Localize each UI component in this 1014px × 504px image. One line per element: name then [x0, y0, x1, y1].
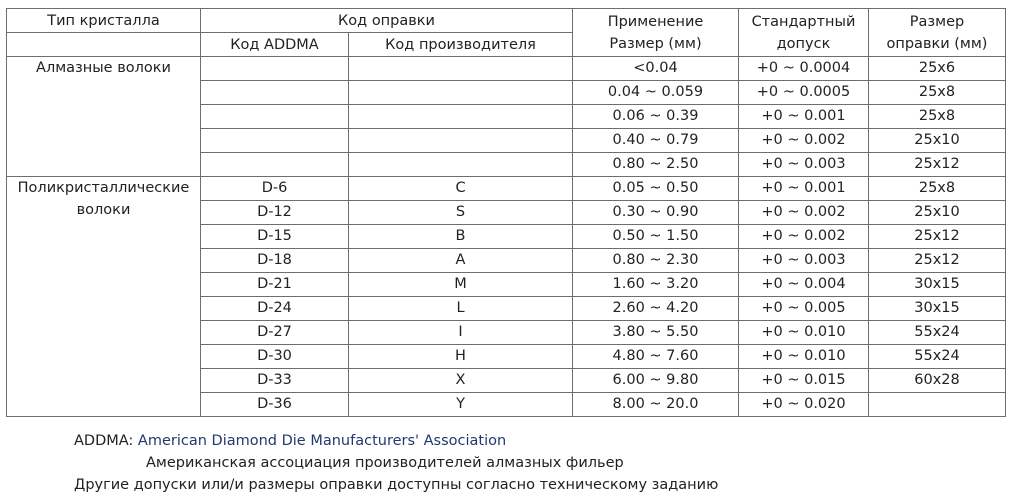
header-application — [573, 9, 739, 57]
header-crystal-type: Тип кристалла — [7, 9, 201, 33]
spec-table — [6, 8, 1006, 417]
maker-cell — [349, 57, 573, 81]
header-tolerance-line2: допуск — [776, 35, 831, 52]
header-empty-cell — [7, 33, 201, 57]
maker-cell: S — [349, 201, 573, 225]
header-holder-size — [869, 9, 1006, 57]
holder-cell: 60x28 — [869, 369, 1006, 393]
addma-cell: D-24 — [201, 297, 349, 321]
maker-cell: L — [349, 297, 573, 321]
header-row-1 — [7, 9, 1006, 33]
addma-cell: D-21 — [201, 273, 349, 297]
tolerance-cell: +0 ~ 0.0004 — [739, 57, 869, 81]
header-holder-code: Код оправки — [201, 9, 573, 33]
holder-cell: 25x10 — [869, 129, 1006, 153]
tolerance-cell: +0 ~ 0.002 — [739, 201, 869, 225]
table-row — [7, 177, 1006, 201]
maker-cell — [349, 81, 573, 105]
holder-cell: 25x12 — [869, 249, 1006, 273]
range-cell: 8.00 ~ 20.0 — [573, 393, 739, 417]
range-cell: 0.40 ~ 0.79 — [573, 129, 739, 153]
holder-cell: 30x15 — [869, 297, 1006, 321]
holder-cell: 25x8 — [869, 81, 1006, 105]
header-maker-code: Код производителя — [349, 33, 573, 57]
addma-cell: D-33 — [201, 369, 349, 393]
tolerance-cell: +0 ~ 0.001 — [739, 177, 869, 201]
holder-cell: 55x24 — [869, 321, 1006, 345]
holder-cell: 25x8 — [869, 177, 1006, 201]
addma-cell: D-12 — [201, 201, 349, 225]
note-addma-russian: Американская ассоциация производителей алмазных фильер — [146, 455, 624, 471]
maker-cell: X — [349, 369, 573, 393]
note-addma-fullname: American Diamond Die Manufacturers' Association — [137, 433, 507, 449]
header-application-line2: Размер (мм) — [609, 35, 702, 52]
header-application-line1: Применение — [607, 13, 704, 30]
range-cell: 0.06 ~ 0.39 — [573, 105, 739, 129]
tolerance-cell: +0 ~ 0.0005 — [739, 81, 869, 105]
tolerance-cell: +0 ~ 0.010 — [739, 345, 869, 369]
range-cell: 3.80 ~ 5.50 — [573, 321, 739, 345]
maker-cell: I — [349, 321, 573, 345]
range-cell: <0.04 — [573, 57, 739, 81]
range-cell: 4.80 ~ 7.60 — [573, 345, 739, 369]
maker-cell: C — [349, 177, 573, 201]
holder-cell: 25x10 — [869, 201, 1006, 225]
addma-cell — [201, 57, 349, 81]
addma-cell: D-15 — [201, 225, 349, 249]
tolerance-cell: +0 ~ 0.003 — [739, 153, 869, 177]
tolerance-cell: +0 ~ 0.005 — [739, 297, 869, 321]
header-holder-size-line2: оправки (мм) — [886, 35, 988, 52]
header-tolerance — [739, 9, 869, 57]
maker-cell: H — [349, 345, 573, 369]
note-addma-prefix: ADDMA: — [74, 433, 138, 449]
holder-cell: 30x15 — [869, 273, 1006, 297]
table-row — [7, 57, 1006, 81]
range-cell: 2.60 ~ 4.20 — [573, 297, 739, 321]
holder-cell — [869, 393, 1006, 417]
tolerance-cell: +0 ~ 0.010 — [739, 321, 869, 345]
range-cell: 0.04 ~ 0.059 — [573, 81, 739, 105]
crystal-type-cell: Поликристаллические волоки — [7, 177, 201, 417]
tolerance-cell: +0 ~ 0.001 — [739, 105, 869, 129]
addma-cell — [201, 81, 349, 105]
addma-cell: D-36 — [201, 393, 349, 417]
maker-cell: M — [349, 273, 573, 297]
header-holder-size-line1: Размер — [909, 13, 965, 30]
tolerance-cell: +0 ~ 0.002 — [739, 129, 869, 153]
tolerance-cell: +0 ~ 0.003 — [739, 249, 869, 273]
range-cell: 0.80 ~ 2.50 — [573, 153, 739, 177]
range-cell: 0.30 ~ 0.90 — [573, 201, 739, 225]
holder-cell: 55x24 — [869, 345, 1006, 369]
header-tolerance-line1: Стандартный — [751, 13, 856, 30]
holder-cell: 25x12 — [869, 225, 1006, 249]
notes — [74, 430, 718, 496]
note-other-options: Другие допуски или/и размеры оправки доступны согласно техническому заданию — [74, 477, 719, 493]
addma-cell — [201, 105, 349, 129]
holder-cell: 25x12 — [869, 153, 1006, 177]
addma-cell: D-30 — [201, 345, 349, 369]
addma-cell: D-6 — [201, 177, 349, 201]
holder-cell: 25x8 — [869, 105, 1006, 129]
addma-cell: D-18 — [201, 249, 349, 273]
tolerance-cell: +0 ~ 0.015 — [739, 369, 869, 393]
note-addma — [74, 430, 718, 452]
addma-cell — [201, 129, 349, 153]
header-addma-code: Код ADDMA — [201, 33, 349, 57]
addma-cell — [201, 153, 349, 177]
range-cell: 1.60 ~ 3.20 — [573, 273, 739, 297]
range-cell: 0.05 ~ 0.50 — [573, 177, 739, 201]
range-cell: 6.00 ~ 9.80 — [573, 369, 739, 393]
tolerance-cell: +0 ~ 0.004 — [739, 273, 869, 297]
holder-cell: 25x6 — [869, 57, 1006, 81]
range-cell: 0.80 ~ 2.30 — [573, 249, 739, 273]
spec-table-body — [7, 9, 1006, 417]
maker-cell — [349, 153, 573, 177]
maker-cell: A — [349, 249, 573, 273]
maker-cell: B — [349, 225, 573, 249]
crystal-type-cell: Алмазные волоки — [7, 57, 201, 177]
maker-cell — [349, 105, 573, 129]
maker-cell: Y — [349, 393, 573, 417]
tolerance-cell: +0 ~ 0.002 — [739, 225, 869, 249]
tolerance-cell: +0 ~ 0.020 — [739, 393, 869, 417]
maker-cell — [349, 129, 573, 153]
addma-cell: D-27 — [201, 321, 349, 345]
range-cell: 0.50 ~ 1.50 — [573, 225, 739, 249]
